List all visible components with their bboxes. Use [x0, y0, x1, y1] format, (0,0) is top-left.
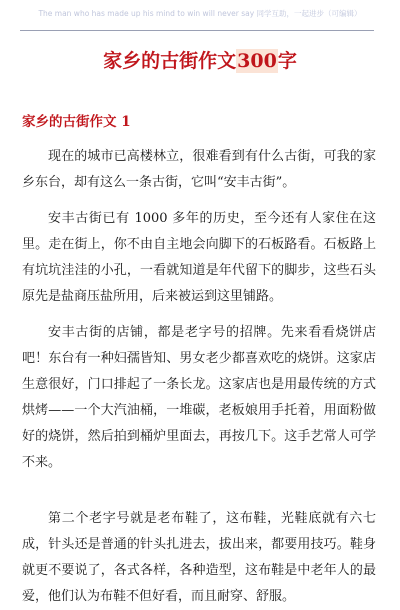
- section-heading: 家乡的古街作文 1: [22, 114, 131, 130]
- title-suffix: 字: [277, 50, 297, 72]
- title-prefix: 家乡的古街作文: [103, 50, 237, 72]
- page-title: [0, 46, 400, 73]
- page-header: The man who has made up his mind to win will never say 同学互助，一起进步（可编辑）: [38, 9, 362, 18]
- title-number-highlight: 300: [237, 50, 277, 72]
- paragraph-intro: 现在的城市已高楼林立，很难看到有什么古街，可我的家乡东台，却有这么一条古街，它叫“安丰古街”。: [22, 149, 376, 190]
- paragraph-cloth-shoes: 第二个老字号就是老布鞋了，这布鞋，光鞋底就有六七成，针头还是普通的针头扎进去，拔出来，都要用技巧。鞋身就更不要说了，各式各样，各种造型，这布鞋是中老年人的最爱，他们认为布鞋不但好看，而且耐穿、舒服。: [22, 511, 376, 604]
- paragraph-shops: 安丰古街的店铺，都是老字号的招牌。先来看看烧饼店吧！东台有一种妇孺皆知、男女老少都喜欢吃的烧饼。这家店生意很好，门口排起了一条长龙。这家店也是用最传统的方式烘烤——一个大汽油桶，一堆碳，老板娘用手托着，用面粉做好的烧饼，然后拍到桶炉里面去，再按几下。这手艺常人可学不来。: [22, 325, 376, 470]
- header-divider: [20, 30, 374, 31]
- paragraph-history: 安丰古街已有 1000 多年的历史，至今还有人家住在这里。走在街上，你不由自主地会向脚下的石板路看。石板路上有坑坑洼洼的小孔，一看就知道是年代留下的脚步，这些石头原先是盐商压盐所用，后来被运到这里铺路。: [22, 211, 376, 304]
